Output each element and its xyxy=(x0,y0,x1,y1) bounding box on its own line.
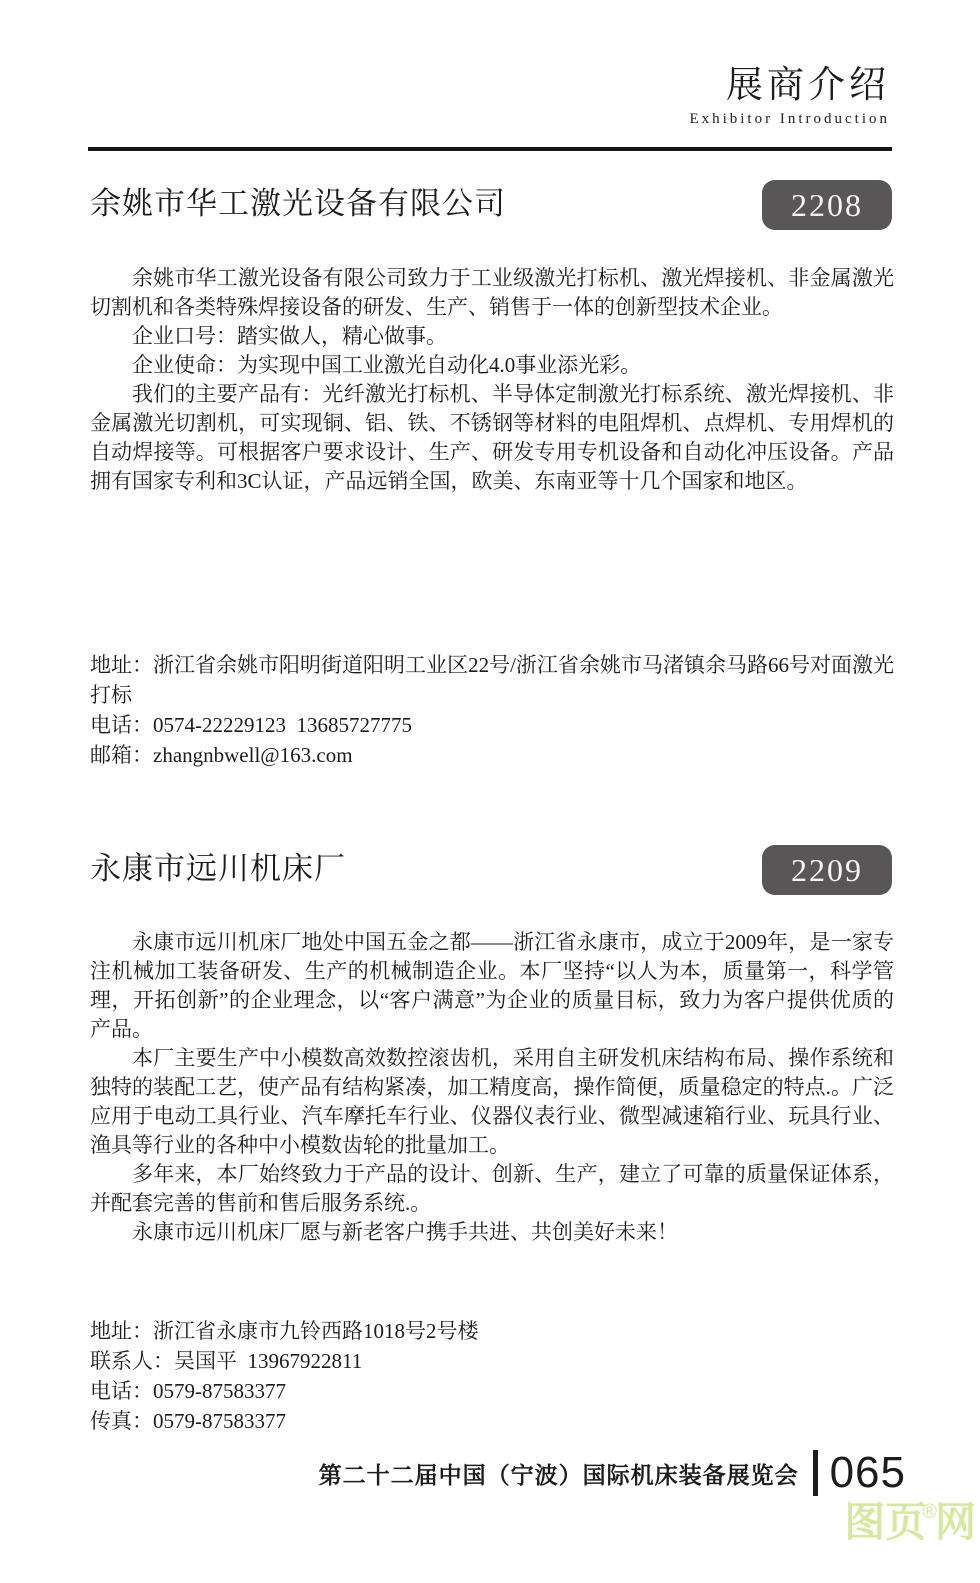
footer-divider xyxy=(813,1450,818,1496)
page-header xyxy=(689,64,890,128)
header-rule xyxy=(88,147,892,151)
page-subtitle: Exhibitor Introduction xyxy=(689,111,890,128)
contact-block xyxy=(90,1316,894,1436)
contact-line-person: 联系人：吴国平 13967922811 xyxy=(90,1349,363,1373)
page-title: 展商介绍 xyxy=(726,65,890,106)
page-footer xyxy=(319,1448,906,1498)
expo-title: 第二十二届中国（宁波）国际机床装备展览会 xyxy=(318,1462,799,1488)
description-paragraph: 多年来，本厂始终致力于产品的设计、创新、生产，建立了可靠的质量保证体系，并配套完善的售前和售后服务系统.。 xyxy=(90,1162,894,1215)
company-name: 余姚市华工激光设备有限公司 xyxy=(90,186,506,221)
page-number: 065 xyxy=(829,1448,906,1497)
company-description xyxy=(90,928,894,1247)
contact-line-phone: 电话：0579-87583377 xyxy=(90,1379,286,1403)
contact-line-fax: 传真：0579-87583377 xyxy=(90,1409,286,1433)
watermark-text: 图页 xyxy=(844,1499,927,1545)
exhibitor-section-header xyxy=(90,180,892,230)
registered-mark-icon: ® xyxy=(922,1501,937,1523)
description-paragraph: 企业口号：踏实做人，精心做事。 xyxy=(132,324,447,348)
exhibitor-section-header xyxy=(90,845,892,895)
booth-number: 2209 xyxy=(791,851,863,888)
watermark-text: 网 xyxy=(935,1499,976,1545)
contact-line-address: 地址：浙江省永康市九铃西路1018号2号楼 xyxy=(90,1319,479,1343)
contact-block xyxy=(90,650,894,770)
contact-line-email: 邮箱：zhangnbwell@163.com xyxy=(90,743,353,767)
description-paragraph: 我们的主要产品有：光纤激光打标机、半导体定制激光打标系统、激光焊接机、非金属激光切割机，可实现铜、铝、铁、不锈钢等材料的电阻焊机、点焊机、专用焊机的自动焊接等。可根据客户要求设计、生产、研发专用专机设备和自动化冲压设备。产品拥有国家专利和3C认证，产品远销全国，欧美、东南亚等十几个国家和地区。 xyxy=(90,382,894,493)
company-name: 永康市远川机床厂 xyxy=(90,851,346,886)
description-paragraph: 永康市远川机床厂愿与新老客户携手共进、共创美好未来！ xyxy=(132,1220,678,1244)
booth-number: 2208 xyxy=(791,186,863,223)
contact-line-phone: 电话：0574-22229123 13685727775 xyxy=(90,713,412,737)
booth-badge xyxy=(762,180,892,230)
company-description xyxy=(90,264,894,496)
watermark-logo xyxy=(844,1499,976,1545)
booth-badge xyxy=(762,845,892,895)
description-paragraph: 本厂主要生产中小模数高效数控滚齿机，采用自主研发机床结构布局、操作系统和独特的装配工艺，使产品有结构紧凑，加工精度高，操作简便，质量稳定的特点.。广泛应用于电动工具行业、汽车摩托车行业、仪器仪表行业、微型减速箱行业、玩具行业、渔具等行业的各种中小模数齿轮的批量加工。 xyxy=(90,1046,894,1157)
description-paragraph: 企业使命：为实现中国工业激光自动化4.0事业添光彩。 xyxy=(132,353,642,377)
contact-line-address: 地址：浙江省余姚市阳明街道阳明工业区22号/浙江省余姚市马渚镇余马路66号对面激光打标 xyxy=(90,653,894,707)
description-paragraph: 永康市远川机床厂地处中国五金之都——浙江省永康市，成立于2009年，是一家专注机械加工装备研发、生产的机械制造企业。本厂坚持“以人为本，质量第一，科学管理，开拓创新”的企业理念，以“客户满意”为企业的质量目标，致力为客户提供优质的产品。 xyxy=(90,930,894,1041)
description-paragraph: 余姚市华工激光设备有限公司致力于工业级激光打标机、激光焊接机、非金属激光切割机和各类特殊焊接设备的研发、生产、销售于一体的创新型技术企业。 xyxy=(90,266,894,319)
